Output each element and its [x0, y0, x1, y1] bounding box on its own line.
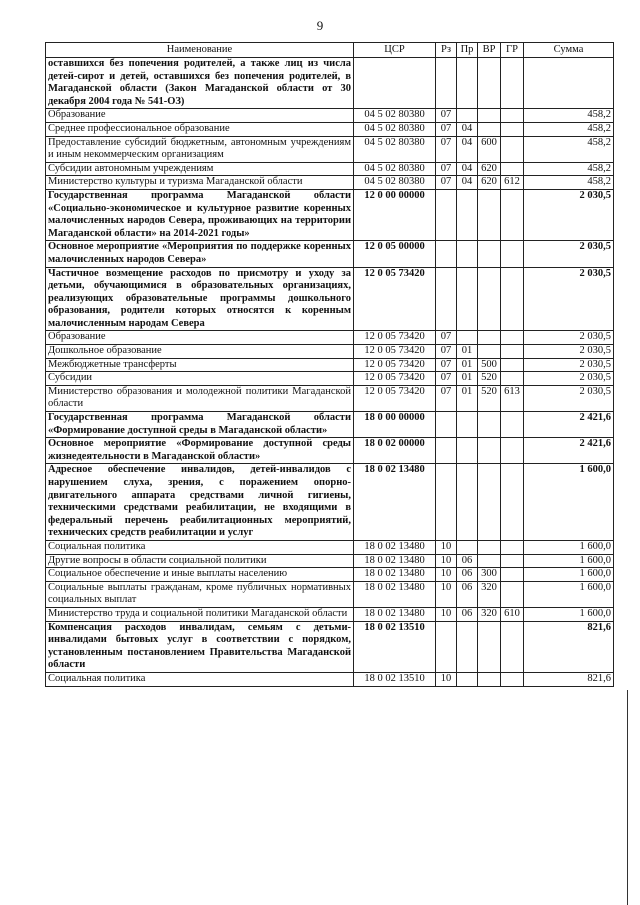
cell-rz: 10 — [436, 554, 457, 568]
cell-vr — [478, 109, 501, 123]
cell-csr: 18 0 02 13480 — [354, 581, 436, 607]
cell-rz: 07 — [436, 358, 457, 372]
cell-rz: 10 — [436, 672, 457, 686]
cell-gr — [501, 345, 524, 359]
cell-name: Основное мероприятие «Формирование доступной среды жизнедеятельности в Магаданской области» — [46, 438, 354, 464]
cell-name: Социальная политика — [46, 540, 354, 554]
cell-rz: 10 — [436, 568, 457, 582]
cell-gr — [501, 267, 524, 331]
cell-name: Государственная программа Магаданской области «Социально-экономическое и культурное развитие коренных малочисленных народов Севера, проживающих на территории Магаданской области» на 2014-2021 годы» — [46, 189, 354, 240]
cell-gr — [501, 241, 524, 267]
cell-name: Межбюджетные трансферты — [46, 358, 354, 372]
cell-csr: 18 0 00 00000 — [354, 412, 436, 438]
cell-name: Частичное возмещение расходов по присмотру и уходу за детьми, обучающимися в образовательных организациях, реализующих образовательные программы дошкольного образования, родители которых относятся к коренным малочисленным народам Севера — [46, 267, 354, 331]
cell-sum: 2 030,5 — [524, 267, 614, 331]
cell-sum: 458,2 — [524, 136, 614, 162]
cell-vr — [478, 189, 501, 240]
table-row — [46, 58, 614, 109]
table-row — [46, 607, 614, 621]
cell-rz — [436, 438, 457, 464]
cell-pr — [457, 438, 478, 464]
cell-pr — [457, 412, 478, 438]
cell-pr: 04 — [457, 136, 478, 162]
cell-pr — [457, 540, 478, 554]
cell-csr: 04 5 02 80380 — [354, 162, 436, 176]
cell-gr: 610 — [501, 607, 524, 621]
cell-sum: 458,2 — [524, 162, 614, 176]
cell-sum: 2 421,6 — [524, 438, 614, 464]
cell-sum: 1 600,0 — [524, 540, 614, 554]
table-row — [46, 621, 614, 672]
cell-vr: 600 — [478, 136, 501, 162]
cell-name: Среднее профессиональное образование — [46, 122, 354, 136]
cell-vr — [478, 331, 501, 345]
cell-name: Государственная программа Магаданской области «Формирование доступной среды в Магаданской области» — [46, 412, 354, 438]
table-row — [46, 122, 614, 136]
cell-sum: 1 600,0 — [524, 568, 614, 582]
table-row — [46, 345, 614, 359]
cell-name: Субсидии автономным учреждениям — [46, 162, 354, 176]
table-row — [46, 241, 614, 267]
table-row — [46, 189, 614, 240]
table-row — [46, 267, 614, 331]
cell-vr — [478, 464, 501, 541]
cell-name: Предоставление субсидий бюджетным, автономным учреждениям и иным некоммерческим организациям — [46, 136, 354, 162]
cell-pr — [457, 331, 478, 345]
cell-gr — [501, 58, 524, 109]
cell-rz: 07 — [436, 331, 457, 345]
cell-rz: 10 — [436, 581, 457, 607]
cell-pr: 06 — [457, 607, 478, 621]
cell-csr — [354, 58, 436, 109]
cell-vr — [478, 412, 501, 438]
cell-csr: 12 0 05 73420 — [354, 385, 436, 411]
header-vr: ВР — [478, 43, 501, 58]
cell-rz — [436, 621, 457, 672]
table-row — [46, 412, 614, 438]
cell-pr — [457, 109, 478, 123]
cell-rz: 07 — [436, 345, 457, 359]
table-row — [46, 176, 614, 190]
cell-gr — [501, 331, 524, 345]
table-row — [46, 464, 614, 541]
cell-csr: 04 5 02 80380 — [354, 136, 436, 162]
cell-pr — [457, 464, 478, 541]
cell-pr: 06 — [457, 568, 478, 582]
cell-vr: 520 — [478, 372, 501, 386]
cell-csr: 04 5 02 80380 — [354, 122, 436, 136]
cell-name: Министерство культуры и туризма Магаданской области — [46, 176, 354, 190]
cell-csr: 18 0 02 13510 — [354, 621, 436, 672]
table-row — [46, 554, 614, 568]
cell-csr: 12 0 05 73420 — [354, 372, 436, 386]
cell-sum: 1 600,0 — [524, 464, 614, 541]
cell-vr — [478, 345, 501, 359]
cell-vr: 320 — [478, 607, 501, 621]
scan-edge-line — [627, 690, 628, 905]
table-row — [46, 358, 614, 372]
cell-vr — [478, 241, 501, 267]
cell-pr: 01 — [457, 358, 478, 372]
cell-sum: 2 030,5 — [524, 345, 614, 359]
cell-vr — [478, 621, 501, 672]
cell-rz — [436, 189, 457, 240]
cell-rz — [436, 267, 457, 331]
cell-name: Субсидии — [46, 372, 354, 386]
table-row — [46, 568, 614, 582]
cell-csr: 18 0 02 13480 — [354, 540, 436, 554]
cell-gr — [501, 621, 524, 672]
table-row — [46, 385, 614, 411]
cell-sum: 2 030,5 — [524, 331, 614, 345]
table-row — [46, 672, 614, 686]
cell-name: Социальные выплаты гражданам, кроме публичных нормативных социальных выплат — [46, 581, 354, 607]
cell-pr: 04 — [457, 122, 478, 136]
cell-name: Компенсация расходов инвалидам, семьям с детьми-инвалидами бытовых услуг в соответствии с порядком, установленным постановлением Правительства Магаданской области — [46, 621, 354, 672]
cell-gr — [501, 672, 524, 686]
cell-vr: 320 — [478, 581, 501, 607]
cell-gr — [501, 358, 524, 372]
budget-table — [45, 42, 614, 687]
cell-gr — [501, 372, 524, 386]
cell-gr — [501, 162, 524, 176]
header-pr: Пр — [457, 43, 478, 58]
cell-name: Социальная политика — [46, 672, 354, 686]
cell-gr — [501, 122, 524, 136]
cell-name: Социальное обеспечение и иные выплаты населению — [46, 568, 354, 582]
cell-csr: 04 5 02 80380 — [354, 109, 436, 123]
cell-csr: 18 0 02 13480 — [354, 607, 436, 621]
cell-rz: 07 — [436, 385, 457, 411]
header-csr: ЦСР — [354, 43, 436, 58]
cell-pr: 04 — [457, 162, 478, 176]
page-number: 9 — [316, 18, 324, 33]
cell-csr: 18 0 02 13510 — [354, 672, 436, 686]
cell-pr: 04 — [457, 176, 478, 190]
cell-vr: 520 — [478, 385, 501, 411]
cell-pr: 01 — [457, 372, 478, 386]
cell-vr — [478, 438, 501, 464]
cell-rz: 07 — [436, 109, 457, 123]
cell-csr: 18 0 02 00000 — [354, 438, 436, 464]
cell-gr — [501, 464, 524, 541]
cell-name: Образование — [46, 109, 354, 123]
cell-name: Образование — [46, 331, 354, 345]
cell-rz — [436, 241, 457, 267]
cell-rz: 07 — [436, 136, 457, 162]
cell-sum: 1 600,0 — [524, 581, 614, 607]
table-row — [46, 109, 614, 123]
cell-gr — [501, 540, 524, 554]
table-row — [46, 331, 614, 345]
cell-name: Основное мероприятие «Мероприятия по поддержке коренных малочисленных народов Севера» — [46, 241, 354, 267]
cell-pr — [457, 621, 478, 672]
cell-gr — [501, 438, 524, 464]
cell-gr — [501, 189, 524, 240]
cell-name: Адресное обеспечение инвалидов, детей-инвалидов с нарушением слуха, зрения, с поражением опорно-двигательного аппарата средствами личной гигиены, техническими средствами реабилитации, не входящими в федеральный перечень реабилитационных мероприятий, технических средств реабилитации и услуг — [46, 464, 354, 541]
cell-pr — [457, 189, 478, 240]
cell-vr: 620 — [478, 162, 501, 176]
cell-vr — [478, 540, 501, 554]
cell-pr — [457, 58, 478, 109]
cell-sum: 821,6 — [524, 672, 614, 686]
cell-gr — [501, 109, 524, 123]
cell-rz: 07 — [436, 162, 457, 176]
cell-rz — [436, 58, 457, 109]
table-header-row — [46, 43, 614, 58]
cell-sum: 2 030,5 — [524, 358, 614, 372]
cell-name: Министерство труда и социальной политики Магаданской области — [46, 607, 354, 621]
cell-vr: 620 — [478, 176, 501, 190]
cell-gr: 613 — [501, 385, 524, 411]
table-row — [46, 438, 614, 464]
cell-sum: 458,2 — [524, 109, 614, 123]
cell-vr — [478, 122, 501, 136]
cell-gr — [501, 568, 524, 582]
cell-rz — [436, 464, 457, 541]
cell-csr: 18 0 02 13480 — [354, 554, 436, 568]
cell-pr: 06 — [457, 581, 478, 607]
cell-gr — [501, 581, 524, 607]
cell-pr: 01 — [457, 385, 478, 411]
cell-sum: 2 030,5 — [524, 241, 614, 267]
cell-gr — [501, 136, 524, 162]
cell-sum: 2 030,5 — [524, 372, 614, 386]
cell-pr — [457, 241, 478, 267]
cell-rz: 07 — [436, 122, 457, 136]
cell-sum: 821,6 — [524, 621, 614, 672]
cell-rz: 10 — [436, 540, 457, 554]
cell-csr: 12 0 05 73420 — [354, 358, 436, 372]
cell-rz: 10 — [436, 607, 457, 621]
cell-vr — [478, 672, 501, 686]
header-gr: ГР — [501, 43, 524, 58]
cell-csr: 12 0 05 73420 — [354, 267, 436, 331]
cell-csr: 12 0 05 00000 — [354, 241, 436, 267]
cell-vr: 300 — [478, 568, 501, 582]
table-row — [46, 162, 614, 176]
table-row — [46, 581, 614, 607]
cell-rz — [436, 412, 457, 438]
cell-pr: 01 — [457, 345, 478, 359]
cell-sum: 2 030,5 — [524, 189, 614, 240]
cell-csr: 12 0 05 73420 — [354, 331, 436, 345]
cell-gr — [501, 412, 524, 438]
cell-csr: 12 0 05 73420 — [354, 345, 436, 359]
cell-name: Дошкольное образование — [46, 345, 354, 359]
table-row — [46, 540, 614, 554]
cell-pr — [457, 672, 478, 686]
cell-pr: 06 — [457, 554, 478, 568]
header-rz: Рз — [436, 43, 457, 58]
cell-name: оставшихся без попечения родителей, а также лиц из числа детей-сирот и детей, оставшихся без попечения родителей, в Магаданской области (Закон Магаданской области от 30 декабря 2004 года № 541-ОЗ) — [46, 58, 354, 109]
cell-csr: 04 5 02 80380 — [354, 176, 436, 190]
cell-gr: 612 — [501, 176, 524, 190]
cell-csr: 18 0 02 13480 — [354, 568, 436, 582]
cell-vr — [478, 267, 501, 331]
table-row — [46, 136, 614, 162]
cell-vr: 500 — [478, 358, 501, 372]
cell-name: Другие вопросы в области социальной политики — [46, 554, 354, 568]
cell-sum — [524, 58, 614, 109]
cell-rz: 07 — [436, 372, 457, 386]
cell-sum: 2 030,5 — [524, 385, 614, 411]
cell-csr: 12 0 00 00000 — [354, 189, 436, 240]
cell-pr — [457, 267, 478, 331]
header-name: Наименование — [46, 43, 354, 58]
cell-csr: 18 0 02 13480 — [354, 464, 436, 541]
cell-sum: 458,2 — [524, 122, 614, 136]
cell-sum: 458,2 — [524, 176, 614, 190]
cell-vr — [478, 58, 501, 109]
cell-name: Министерство образования и молодежной политики Магаданской области — [46, 385, 354, 411]
cell-sum: 2 421,6 — [524, 412, 614, 438]
cell-sum: 1 600,0 — [524, 554, 614, 568]
cell-gr — [501, 554, 524, 568]
cell-sum: 1 600,0 — [524, 607, 614, 621]
cell-rz: 07 — [436, 176, 457, 190]
header-sum: Сумма — [524, 43, 614, 58]
table-row — [46, 372, 614, 386]
cell-vr — [478, 554, 501, 568]
